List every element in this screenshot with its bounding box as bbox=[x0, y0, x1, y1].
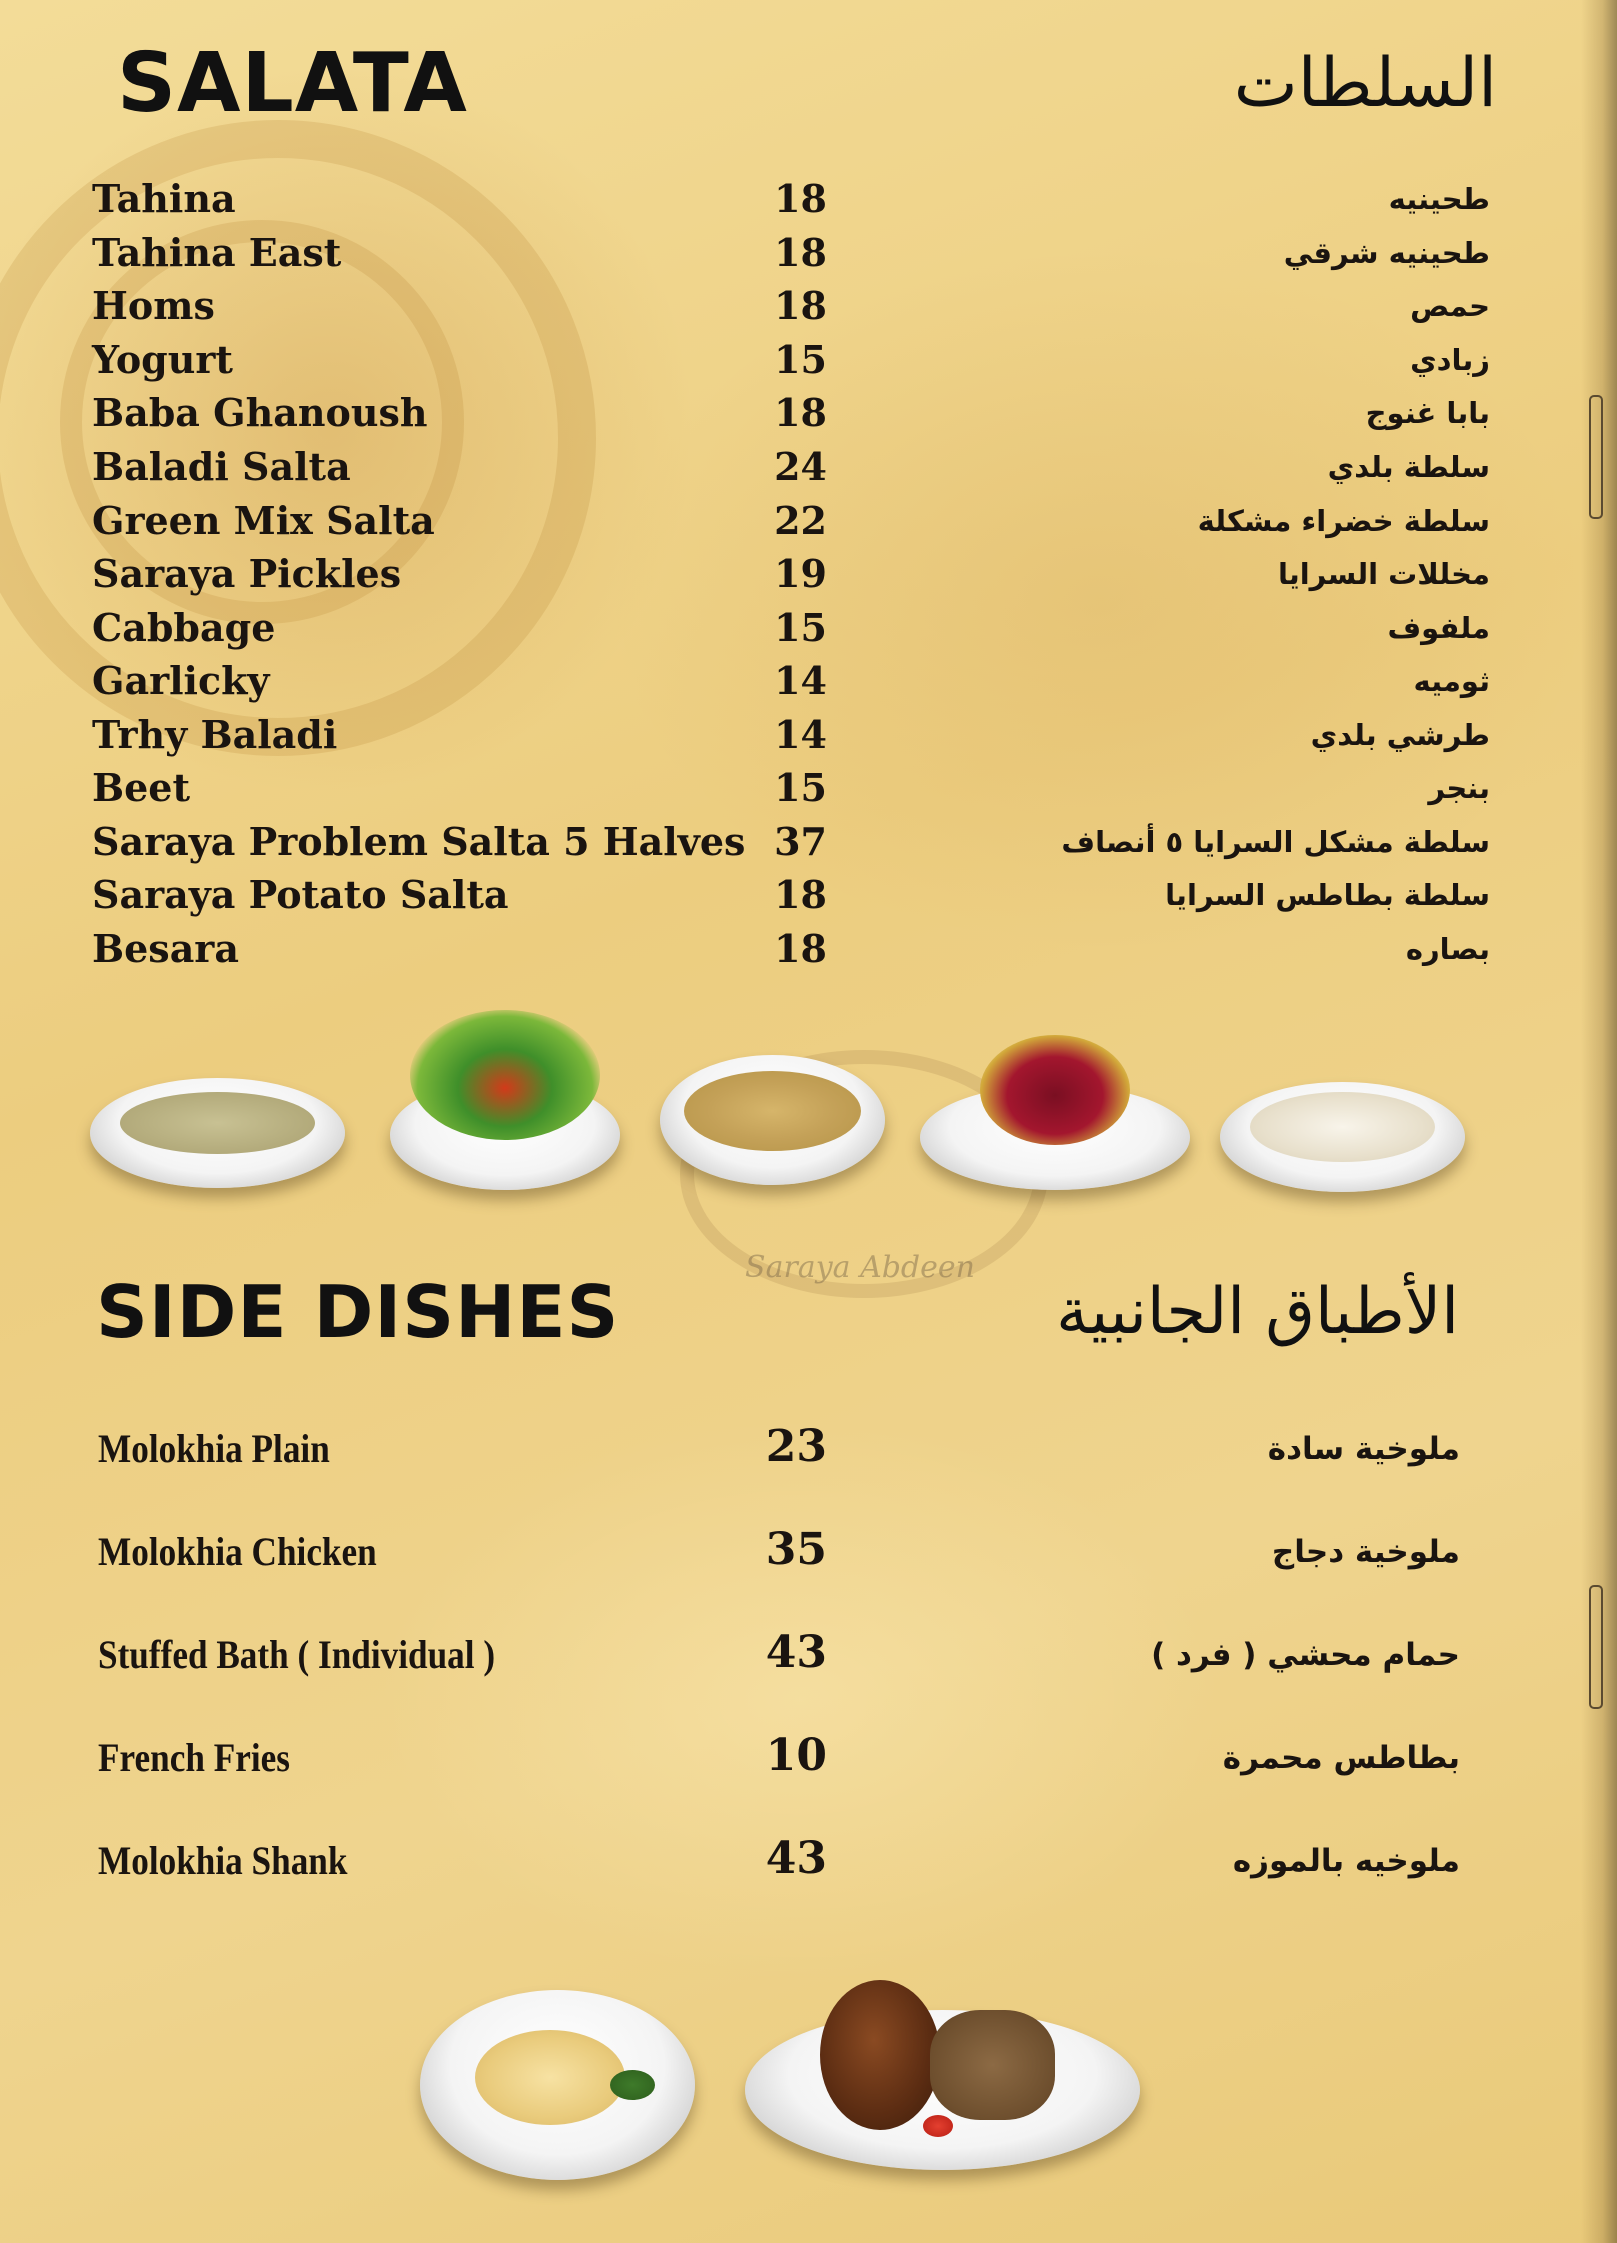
list-item bbox=[0, 390, 1617, 440]
list-item bbox=[0, 1730, 1617, 1784]
beet-salad-plate-image bbox=[920, 1085, 1190, 1190]
item-name: Green Mix Salta bbox=[92, 498, 435, 543]
item-name-ar: ملوخيه بالموزه bbox=[1232, 1843, 1460, 1879]
food-fill bbox=[120, 1092, 315, 1154]
item-name: Stuffed Bath ( Individual ) bbox=[98, 1632, 496, 1677]
list-item bbox=[0, 712, 1617, 762]
item-price: 18 bbox=[774, 230, 827, 275]
item-price: 22 bbox=[774, 498, 827, 543]
item-name: Besara bbox=[92, 926, 239, 971]
item-name-ar: بنجر bbox=[1428, 771, 1490, 805]
item-name-ar: مخللات السرايا bbox=[1277, 557, 1490, 591]
item-name-ar: طرشي بلدي bbox=[1310, 718, 1490, 752]
item-price: 18 bbox=[774, 872, 827, 917]
item-price: 14 bbox=[774, 712, 827, 757]
item-name: Yogurt bbox=[92, 337, 233, 382]
item-name: Baladi Salta bbox=[92, 444, 351, 489]
item-price: 19 bbox=[774, 551, 827, 596]
item-name: French Fries bbox=[98, 1735, 290, 1780]
stuffed-pigeon-plate-image bbox=[745, 2010, 1140, 2170]
item-name: Molokhia Plain bbox=[98, 1426, 330, 1471]
list-item bbox=[0, 819, 1617, 869]
list-item bbox=[0, 658, 1617, 708]
list-item bbox=[0, 176, 1617, 226]
list-item bbox=[0, 1421, 1617, 1475]
salata-title: SALATA bbox=[117, 36, 468, 131]
item-name-ar: زبادي bbox=[1410, 343, 1490, 377]
item-name: Garlicky bbox=[92, 658, 270, 703]
item-name-ar: بطاطس محمرة bbox=[1222, 1740, 1460, 1776]
item-price: 43 bbox=[765, 1833, 827, 1884]
item-name-ar: ثوميه bbox=[1413, 664, 1490, 698]
item-price: 18 bbox=[774, 390, 827, 435]
food-fill bbox=[475, 2030, 625, 2125]
list-item bbox=[0, 551, 1617, 601]
list-item bbox=[0, 337, 1617, 387]
item-name: Saraya Pickles bbox=[92, 551, 402, 596]
food-fill bbox=[930, 2010, 1055, 2120]
item-price: 23 bbox=[765, 1421, 827, 1472]
item-name: Saraya Potato Salta bbox=[92, 872, 509, 917]
item-name-ar: ملفوف bbox=[1387, 611, 1490, 645]
item-name: Tahina bbox=[92, 176, 236, 221]
item-price: 24 bbox=[774, 444, 827, 489]
item-price: 18 bbox=[774, 176, 827, 221]
watermark-logo: Saraya Abdeen bbox=[745, 1250, 975, 1285]
item-name-ar: سلطة خضراء مشكلة bbox=[1197, 504, 1490, 538]
list-item bbox=[0, 283, 1617, 333]
food-fill bbox=[980, 1035, 1130, 1145]
item-price: 14 bbox=[774, 658, 827, 703]
item-name: Baba Ghanoush bbox=[92, 390, 428, 435]
list-item bbox=[0, 926, 1617, 976]
homs-bowl-image bbox=[660, 1055, 885, 1185]
item-name-ar: بابا غنوج bbox=[1365, 396, 1490, 430]
tahina-bowl-image bbox=[90, 1078, 345, 1188]
item-name-ar: سلطة بلدي bbox=[1327, 450, 1490, 484]
list-item bbox=[0, 872, 1617, 922]
parsley-garnish bbox=[610, 2070, 655, 2100]
list-item bbox=[0, 765, 1617, 815]
side-dishes-title-ar: الأطباق الجانبية bbox=[1056, 1275, 1459, 1349]
list-item bbox=[0, 1833, 1617, 1887]
item-name-ar: ملوخية دجاج bbox=[1271, 1534, 1460, 1570]
item-name: Beet bbox=[92, 765, 191, 810]
cabbage-salad-bowl-image bbox=[1220, 1082, 1465, 1192]
item-name: Saraya Problem Salta 5 Halves bbox=[92, 819, 746, 864]
item-name: Trhy Baladi bbox=[92, 712, 338, 757]
item-name: Molokhia Shank bbox=[98, 1838, 348, 1883]
item-name-ar: بصاره bbox=[1405, 932, 1490, 966]
list-item bbox=[0, 605, 1617, 655]
food-fill bbox=[820, 1980, 940, 2130]
tomato-garnish bbox=[923, 2115, 953, 2137]
item-name: Molokhia Chicken bbox=[98, 1529, 377, 1574]
item-name-ar: حمص bbox=[1410, 289, 1490, 323]
item-name-ar: حمام محشي ( فرد ) bbox=[1151, 1637, 1460, 1673]
food-fill bbox=[410, 1010, 600, 1140]
list-item bbox=[0, 498, 1617, 548]
item-name: Cabbage bbox=[92, 605, 276, 650]
food-fill bbox=[1250, 1092, 1435, 1162]
side-dishes-title: SIDE DISHES bbox=[96, 1270, 620, 1354]
item-price: 18 bbox=[774, 283, 827, 328]
rice-plate-image bbox=[420, 1990, 695, 2180]
item-name: Homs bbox=[92, 283, 215, 328]
item-name: Tahina East bbox=[92, 230, 342, 275]
list-item bbox=[0, 230, 1617, 280]
item-price: 43 bbox=[765, 1627, 827, 1678]
item-name-ar: سلطة مشكل السرايا ٥ أنصاف bbox=[1061, 825, 1490, 859]
list-item bbox=[0, 1524, 1617, 1578]
item-name-ar: ملوخية سادة bbox=[1267, 1431, 1460, 1467]
item-price: 18 bbox=[774, 926, 827, 971]
item-name-ar: طحينيه bbox=[1388, 182, 1490, 216]
list-item bbox=[0, 1627, 1617, 1681]
list-item bbox=[0, 444, 1617, 494]
item-price: 35 bbox=[765, 1524, 827, 1575]
item-price: 10 bbox=[765, 1730, 827, 1781]
item-price: 15 bbox=[774, 337, 827, 382]
food-fill bbox=[684, 1071, 861, 1151]
salata-title-ar: السلطات bbox=[1233, 44, 1497, 123]
item-name-ar: سلطة بطاطس السرايا bbox=[1165, 878, 1490, 912]
item-price: 15 bbox=[774, 765, 827, 810]
item-price: 37 bbox=[774, 819, 827, 864]
green-salad-bowl-image bbox=[390, 1080, 620, 1190]
item-price: 15 bbox=[774, 605, 827, 650]
item-name-ar: طحينيه شرقي bbox=[1283, 236, 1490, 270]
